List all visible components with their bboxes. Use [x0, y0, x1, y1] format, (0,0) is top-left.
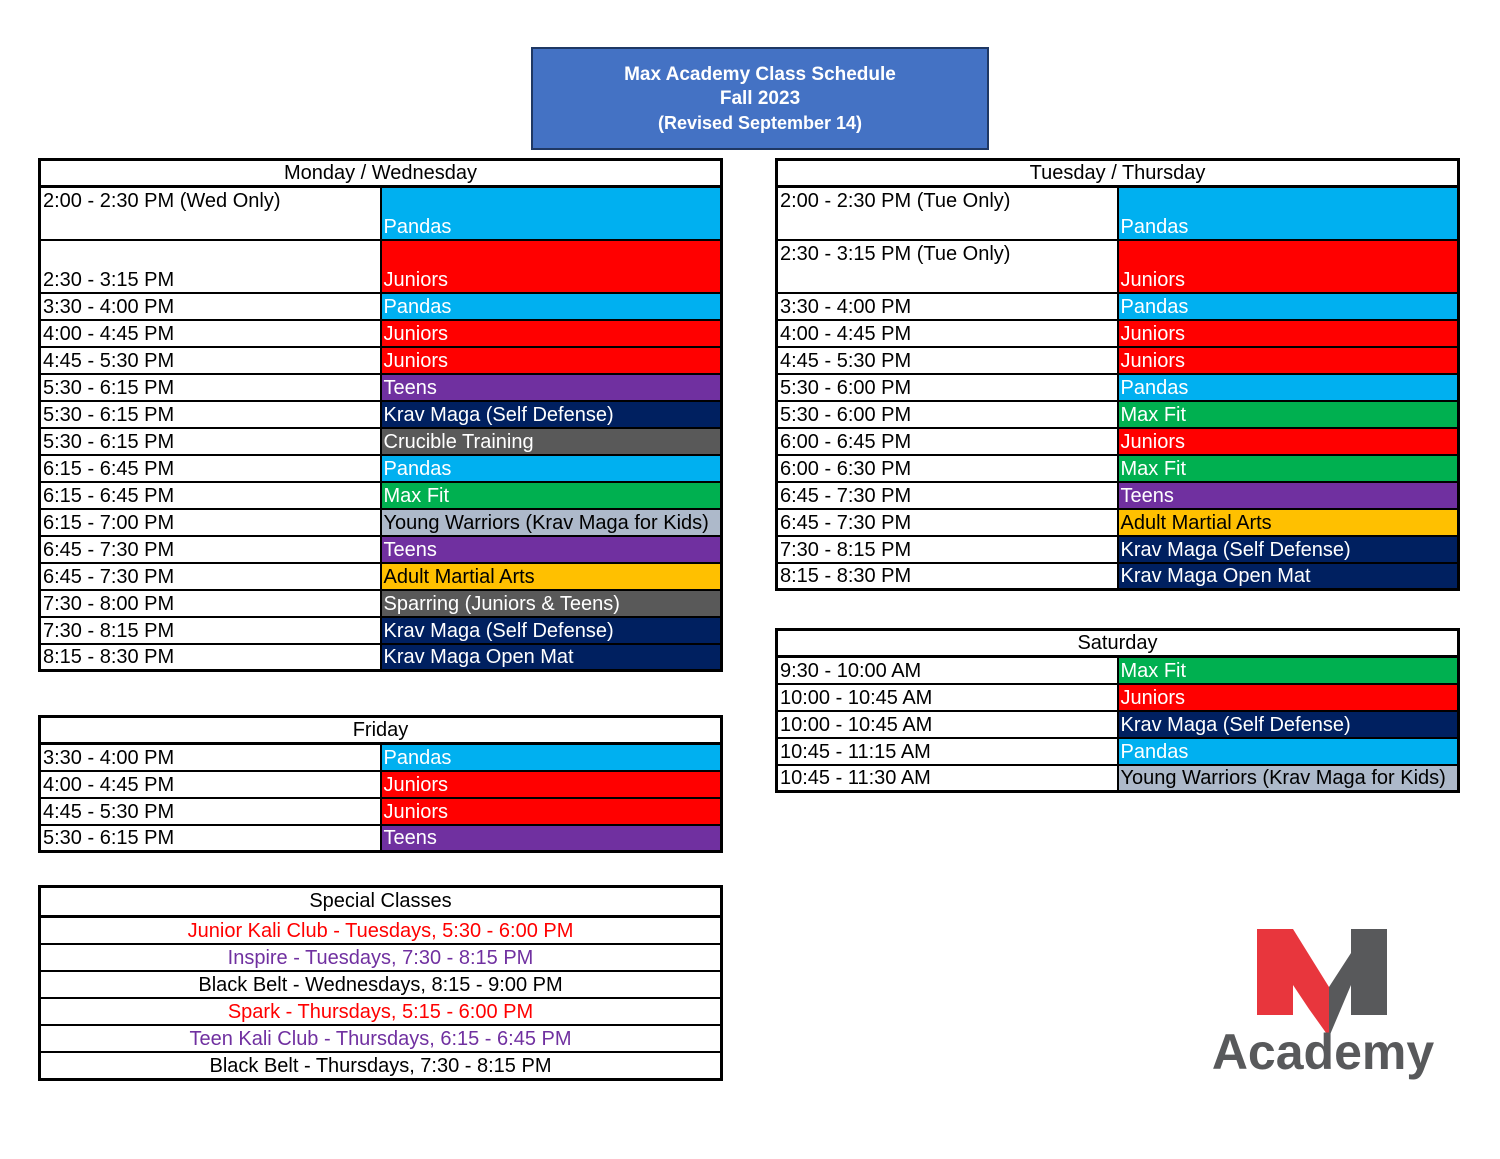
- table-row: [777, 765, 1459, 792]
- class-cell: Krav Maga (Self Defense): [381, 401, 722, 428]
- class-cell: Krav Maga (Self Defense): [381, 617, 722, 644]
- class-cell: Sparring (Juniors & Teens): [381, 590, 722, 617]
- table-heading: Monday / Wednesday: [40, 160, 722, 187]
- table-row: [777, 509, 1459, 536]
- table-row: [40, 187, 722, 240]
- time-cell: 2:00 - 2:30 PM (Tue Only): [777, 187, 1118, 240]
- table-row: [40, 401, 722, 428]
- class-cell: Pandas: [381, 187, 722, 240]
- table-row: [40, 998, 722, 1025]
- time-cell: 3:30 - 4:00 PM: [777, 293, 1118, 320]
- class-cell: Max Fit: [1118, 657, 1459, 684]
- table-row: [777, 374, 1459, 401]
- friday-table: [38, 715, 723, 853]
- schedule-title: Max Academy Class Schedule: [624, 63, 896, 85]
- time-cell: 7:30 - 8:15 PM: [777, 536, 1118, 563]
- time-cell: 6:00 - 6:30 PM: [777, 455, 1118, 482]
- table-row: [40, 536, 722, 563]
- table-row: [40, 798, 722, 825]
- time-cell: 6:45 - 7:30 PM: [40, 563, 381, 590]
- m-logo-icon: [1205, 925, 1445, 1085]
- table-row: [777, 401, 1459, 428]
- schedule-title-box: [531, 47, 989, 150]
- table-row: [40, 455, 722, 482]
- schedule-revision: (Revised September 14): [657, 112, 863, 133]
- time-cell: 6:00 - 6:45 PM: [777, 428, 1118, 455]
- class-cell: Pandas: [1118, 293, 1459, 320]
- time-cell: 2:30 - 3:15 PM: [40, 240, 381, 293]
- schedule-term: Fall 2023: [719, 87, 801, 109]
- class-cell: Teens: [381, 536, 722, 563]
- table-row: [40, 428, 722, 455]
- time-cell: 10:00 - 10:45 AM: [777, 711, 1118, 738]
- table-row: [40, 347, 722, 374]
- time-cell: 10:45 - 11:30 AM: [777, 765, 1118, 792]
- class-cell: Juniors: [381, 771, 722, 798]
- time-cell: 2:00 - 2:30 PM (Wed Only): [40, 187, 381, 240]
- time-cell: 5:30 - 6:15 PM: [40, 401, 381, 428]
- table-row: [777, 455, 1459, 482]
- class-cell: Young Warriors (Krav Maga for Kids): [381, 509, 722, 536]
- max-academy-logo: [1205, 925, 1445, 1085]
- class-cell: Young Warriors (Krav Maga for Kids): [1118, 765, 1459, 792]
- table-heading: Saturday: [777, 630, 1459, 657]
- table-row: [40, 1025, 722, 1052]
- class-cell: Juniors: [1118, 347, 1459, 374]
- class-cell: Max Fit: [381, 482, 722, 509]
- table-row: [40, 825, 722, 852]
- time-cell: 4:45 - 5:30 PM: [777, 347, 1118, 374]
- time-cell: 3:30 - 4:00 PM: [40, 744, 381, 771]
- time-cell: 4:45 - 5:30 PM: [40, 347, 381, 374]
- class-cell: Max Fit: [1118, 401, 1459, 428]
- time-cell: 6:45 - 7:30 PM: [777, 509, 1118, 536]
- class-cell: Pandas: [1118, 374, 1459, 401]
- table-heading: Friday: [40, 717, 722, 744]
- class-cell: Juniors: [1118, 684, 1459, 711]
- table-row: [40, 293, 722, 320]
- table-row: [777, 428, 1459, 455]
- class-cell: Teens: [381, 825, 722, 852]
- special-classes-table: [38, 885, 723, 1081]
- class-cell: Juniors: [1118, 428, 1459, 455]
- table-row: [777, 684, 1459, 711]
- table-row: [40, 590, 722, 617]
- class-cell: Juniors: [381, 798, 722, 825]
- table-row: [40, 944, 722, 971]
- class-cell: Juniors: [381, 347, 722, 374]
- time-cell: 10:45 - 11:15 AM: [777, 738, 1118, 765]
- class-cell: Crucible Training: [381, 428, 722, 455]
- table-row: [777, 711, 1459, 738]
- time-cell: 6:15 - 7:00 PM: [40, 509, 381, 536]
- table-row: [777, 293, 1459, 320]
- class-cell: Krav Maga (Self Defense): [1118, 536, 1459, 563]
- logo-wordmark: Academy: [1211, 1024, 1435, 1080]
- time-cell: 5:30 - 6:00 PM: [777, 374, 1118, 401]
- table-row: [40, 617, 722, 644]
- time-cell: 10:00 - 10:45 AM: [777, 684, 1118, 711]
- class-cell: Pandas: [381, 293, 722, 320]
- special-class-item: Inspire - Tuesdays, 7:30 - 8:15 PM: [40, 944, 722, 971]
- class-cell: Juniors: [381, 240, 722, 293]
- logo-m-red-part: [1257, 929, 1329, 1037]
- time-cell: 5:30 - 6:15 PM: [40, 428, 381, 455]
- class-cell: Adult Martial Arts: [1118, 509, 1459, 536]
- class-cell: Teens: [1118, 482, 1459, 509]
- time-cell: 3:30 - 4:00 PM: [40, 293, 381, 320]
- time-cell: 4:00 - 4:45 PM: [777, 320, 1118, 347]
- table-row: [777, 738, 1459, 765]
- table-row: [40, 971, 722, 998]
- table-row: [40, 320, 722, 347]
- class-cell: Max Fit: [1118, 455, 1459, 482]
- class-cell: Juniors: [381, 320, 722, 347]
- table-row: [777, 240, 1459, 293]
- saturday-table: [775, 628, 1460, 793]
- time-cell: 7:30 - 8:15 PM: [40, 617, 381, 644]
- special-class-item: Black Belt - Thursdays, 7:30 - 8:15 PM: [40, 1052, 722, 1080]
- time-cell: 7:30 - 8:00 PM: [40, 590, 381, 617]
- table-row: [40, 563, 722, 590]
- table-row: [40, 1052, 722, 1080]
- special-class-item: Spark - Thursdays, 5:15 - 6:00 PM: [40, 998, 722, 1025]
- special-class-item: Teen Kali Club - Thursdays, 6:15 - 6:45 PM: [40, 1025, 722, 1052]
- time-cell: 2:30 - 3:15 PM (Tue Only): [777, 240, 1118, 293]
- table-row: [777, 563, 1459, 590]
- class-cell: Juniors: [1118, 240, 1459, 293]
- table-heading: Tuesday / Thursday: [777, 160, 1459, 187]
- table-row: [40, 509, 722, 536]
- special-class-item: Black Belt - Wednesdays, 8:15 - 9:00 PM: [40, 971, 722, 998]
- time-cell: 6:45 - 7:30 PM: [777, 482, 1118, 509]
- time-cell: 9:30 - 10:00 AM: [777, 657, 1118, 684]
- table-row: [40, 917, 722, 945]
- table-row: [40, 240, 722, 293]
- class-cell: Juniors: [1118, 320, 1459, 347]
- table-row: [40, 374, 722, 401]
- table-row: [777, 482, 1459, 509]
- table-row: [777, 187, 1459, 240]
- class-cell: Krav Maga (Self Defense): [1118, 711, 1459, 738]
- time-cell: 4:00 - 4:45 PM: [40, 771, 381, 798]
- time-cell: 8:15 - 8:30 PM: [40, 644, 381, 671]
- table-row: [777, 657, 1459, 684]
- class-cell: Adult Martial Arts: [381, 563, 722, 590]
- class-cell: Pandas: [381, 744, 722, 771]
- class-cell: Pandas: [1118, 738, 1459, 765]
- class-cell: Krav Maga Open Mat: [1118, 563, 1459, 590]
- time-cell: 5:30 - 6:15 PM: [40, 825, 381, 852]
- time-cell: 5:30 - 6:15 PM: [40, 374, 381, 401]
- table-row: [777, 536, 1459, 563]
- table-row: [777, 320, 1459, 347]
- monday-wednesday-table: [38, 158, 723, 672]
- table-row: [40, 771, 722, 798]
- time-cell: 6:15 - 6:45 PM: [40, 482, 381, 509]
- time-cell: 8:15 - 8:30 PM: [777, 563, 1118, 590]
- time-cell: 5:30 - 6:00 PM: [777, 401, 1118, 428]
- class-cell: Pandas: [381, 455, 722, 482]
- table-row: [40, 744, 722, 771]
- special-class-item: Junior Kali Club - Tuesdays, 5:30 - 6:00 PM: [40, 917, 722, 945]
- table-row: [40, 482, 722, 509]
- table-row: [40, 644, 722, 671]
- time-cell: 6:45 - 7:30 PM: [40, 536, 381, 563]
- class-cell: Krav Maga Open Mat: [381, 644, 722, 671]
- time-cell: 6:15 - 6:45 PM: [40, 455, 381, 482]
- time-cell: 4:00 - 4:45 PM: [40, 320, 381, 347]
- time-cell: 4:45 - 5:30 PM: [40, 798, 381, 825]
- class-cell: Pandas: [1118, 187, 1459, 240]
- tuesday-thursday-table: [775, 158, 1460, 591]
- logo-m-gray-part: [1329, 929, 1387, 1037]
- table-heading: Special Classes: [40, 887, 722, 917]
- class-cell: Teens: [381, 374, 722, 401]
- table-row: [777, 347, 1459, 374]
